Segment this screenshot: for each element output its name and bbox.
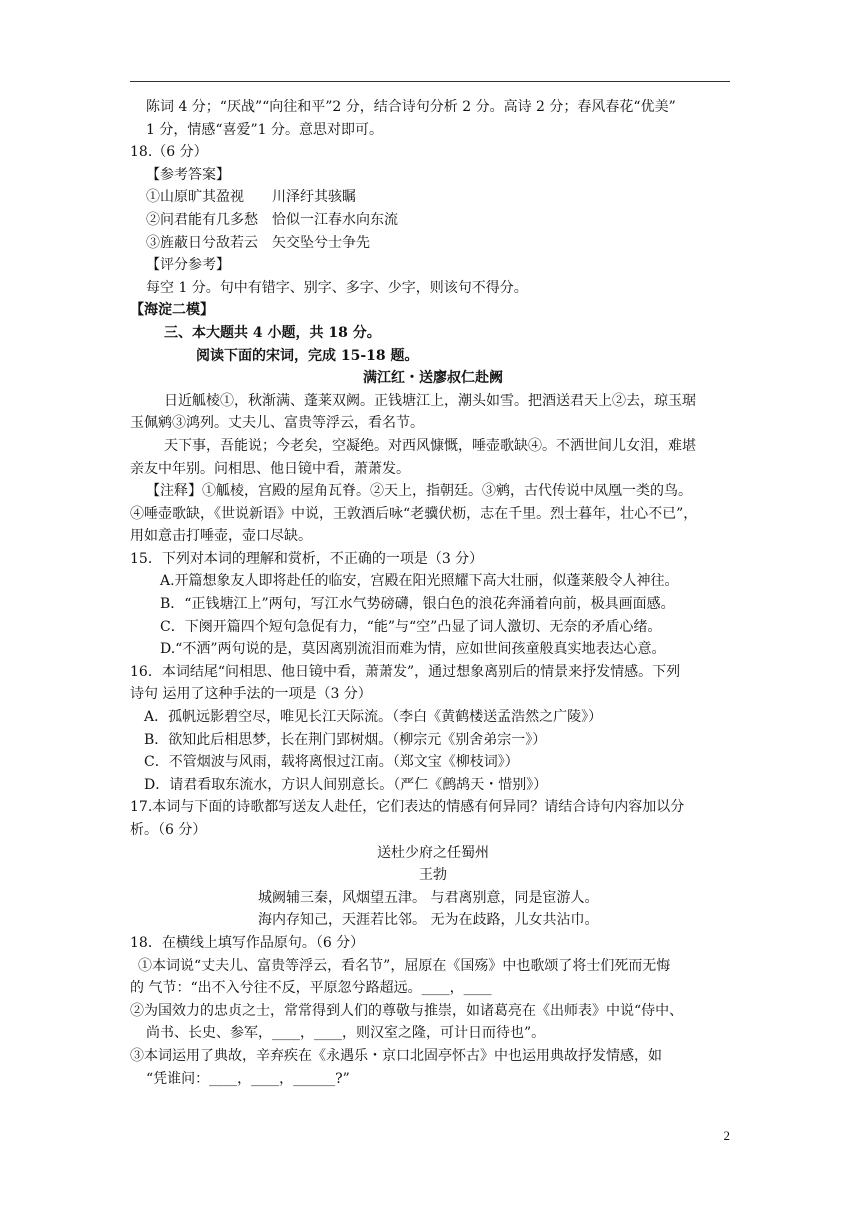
text-line: 尚书、长史、参军，____，____，则汉室之隆，可计日而待也”。 [146,1025,546,1042]
text-line: 玉佩鹓③鸿列。丈夫儿、富贵等浮云，看名节。 [130,415,424,432]
text-line: 18.（6 分） [130,144,208,161]
text-line: “凭谁问：____，____，______?” [146,1070,350,1087]
text-line: 满江红・送廖叔仁赴阙 [363,370,503,387]
text-line: ④唾壶歌缺，《世说新语》中说，王敦酒后咏“老骥伏枥，志在千里。烈士暮年，壮心不已”， [130,505,698,522]
text-line: 三、本大题共 4 小题，共 18 分。 [164,324,381,341]
text-line: ②问君能有几多愁 恰似一江春水向东流 [146,211,398,228]
text-line: A．孤帆远影碧空尽，唯见长江天际流。（李白《黄鹤楼送孟浩然之广陵》） [144,709,603,726]
text-line: 用如意击打唾壶，壶口尽缺。 [130,528,312,545]
text-line: 阅读下面的宋词，完成 15-18 题。 [196,347,419,364]
text-line: D.“不洒”两句说的是，莫因离别流泪而难为情，应如世间孩童般真实地表达心意。 [160,641,666,658]
text-line: 城阙辅三秦，风烟望五津。 与君离别意，同是宦游人。 [258,889,599,906]
text-line: 18．在横线上填写作品原句。（6 分） [130,934,365,951]
text-line: 每空 1 分。句中有错字、别字、多字、少字，则该句不得分。 [146,279,528,296]
text-line: 16．本词结尾“问相思、他日镜中看，萧萧发”，通过想象离别后的情景来抒发情感。下列 [130,663,681,680]
text-line: 天下事，吾能说；今老矣，空凝绝。对西风慷慨，唾壶歌缺④。不洒世间儿女泪，难堪 [164,437,696,454]
text-line: B．“正钱塘江上”两句，写江水气势磅礴，银白色的浪花奔涌着向前，极具画面感。 [160,596,675,613]
text-line: C．不管烟波与风雨，载将离恨过江南。（郑文宝《柳枝词》） [144,754,519,771]
text-line: 【注释】①觚棱，宫殿的屋角瓦脊。②天上，指朝廷。③鹓，古代传说中凤凰一类的鸟。 [146,483,692,500]
text-line: 陈词 4 分；“厌战”“向往和平”2 分，结合诗句分析 2 分。高诗 2 分；春风春花“优美” [146,99,676,115]
text-line: 【海淀二模】 [130,302,214,319]
text-line: 日近觚棱①，秋渐满、蓬莱双阙。正钱塘江上，潮头如雪。把酒送君天上②去，琼玉琚 [164,392,696,409]
text-line: 1 分，情感“喜爱”1 分。意思对即可。 [146,121,384,138]
text-line: ③本词运用了典故，辛弃疾在《永遇乐・京口北固亭怀古》中也运用典故抒发情感，如 [130,1047,662,1064]
text-line: 【评分参考】 [146,257,230,274]
header-rule [130,81,730,82]
text-line: D．请君看取东流水，方识人间别意长。（严仁《鹧鸪天・惜别》） [144,776,548,793]
text-line: 15．下列对本词的理解和赏析，不正确的一项是（3 分） [130,550,484,567]
text-line: 析。（6 分） [130,822,207,838]
text-line: A.开篇想象友人即将赴任的临安，宫殿在阳光照耀下高大壮丽，似蓬莱般令人神往。 [160,573,679,590]
text-line: 的 气节：“出不入兮往不反，平原忽兮路超远。____，____ [130,980,492,997]
text-line: 诗句 运用了这种手法的一项是（3 分） [130,686,372,703]
text-line: ③旌蔽日兮敌若云 矢交坠兮士争先 [146,234,370,251]
text-line: 17.本词与下面的诗歌都写送友人赴任，它们表达的情感有何异同？请结合诗句内容加以分 [130,799,685,816]
page-number: 2 [723,1128,730,1143]
text-line: 送杜少府之任蜀州 [377,844,489,861]
text-line: 海内存知己，天涯若比邻。 无为在歧路，儿女共沾巾。 [258,912,599,929]
text-line: ①本词说“丈夫儿、富贵等浮云，看名节”，屈原在《国殇》中也歌颂了将士们死而无悔 [138,957,671,974]
text-line: 亲友中年别。问相思、他日镜中看，萧萧发。 [130,460,410,477]
text-line: B．欲知此后相思梦，长在荆门郢树烟。（柳宗元《别舍弟宗一》） [144,731,547,748]
document-body [130,96,736,1090]
text-line: ①山原旷其盈视 川泽纡其骇瞩 [146,189,356,206]
text-line: 【参考答案】 [146,166,230,183]
text-line: ②为国效力的忠贞之士，常常得到人们的尊敬与推崇，如诸葛亮在《出师表》中说“侍中、 [130,1002,684,1019]
text-line: 王勃 [419,867,447,884]
text-line: C．下阕开篇四个短句急促有力，“能”与“空”凸显了词人激切、无奈的矛盾心绪。 [160,618,662,635]
